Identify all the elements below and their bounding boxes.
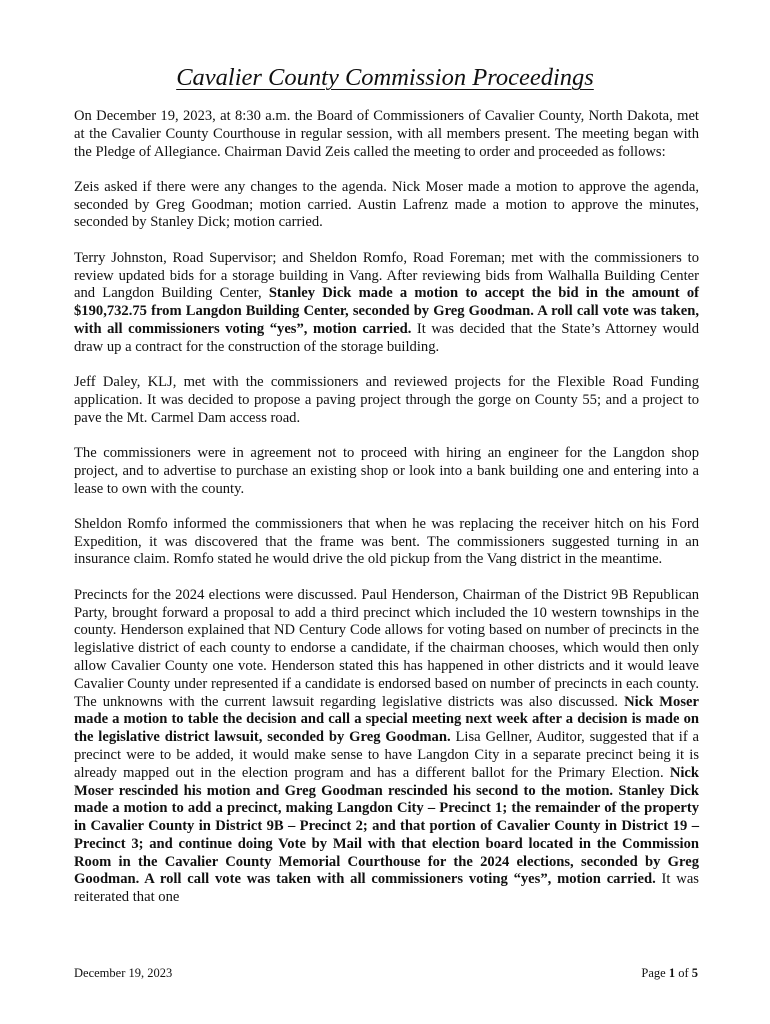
proceedings-body: [74, 108, 699, 925]
footer-date: December 19, 2023: [74, 966, 173, 980]
paragraph-text: On December 19, 2023, at 8:30 a.m. the Board of Commissioners of Cavalier County, North Dakota, met at the Cavalier County Courthouse in regular session, with all members present. The meeting began with the Pledge of Allegiance. Chairman David Zeis called the meeting to order and proceeded as follows:: [74, 108, 699, 160]
paragraph-text: Terry Johnston, Road Supervisor; and Sheldon Romfo, Road Foreman; met with the commissioners to review updated bids for a storage building in Vang. After reviewing bids from Walhalla Building Center and Langdon Building Center,: [74, 249, 699, 302]
page-prefix: Page: [641, 966, 669, 980]
paragraph-3: [74, 250, 699, 357]
paragraph-5: [74, 445, 699, 498]
paragraph-7: [74, 587, 699, 907]
motion-text: Stanley Dick made a motion to accept the bid in the amount of $190,732.75 from Langdon Building Center, seconded by Greg Goodman. A roll call vote was taken, with all commissioners voting “yes”, motion carried.: [74, 285, 699, 337]
paragraph-text: Jeff Daley, KLJ, met with the commissioners and reviewed projects for the Flexible Road Funding application. It was decided to propose a paving project through the gorge on County 55; and a project to pave the Mt. Carmel Dam access road.: [74, 374, 699, 426]
footer-page-number: [641, 966, 698, 981]
paragraph-1: [74, 108, 699, 161]
paragraph-6: [74, 516, 699, 569]
page-title: Cavalier County Commission Proceedings: [176, 64, 594, 91]
paragraph-text: The commissioners were in agreement not to proceed with hiring an engineer for the Langdon shop project, and to advertise to purchase an existing shop or look into a bank building one and entering into a lease to own with the county.: [74, 444, 699, 497]
paragraph-text: It was reiterated that one: [74, 871, 699, 906]
paragraph-text: Lisa Gellner, Auditor, suggested that if a precinct were to be added, it would make sense to have Langdon City in a separate precinct being it is already mapped out in the election program and has a different ballot for the Primary Election.: [74, 729, 700, 781]
paragraph-2: [74, 179, 699, 232]
paragraph-text: Sheldon Romfo informed the commissioners that when he was replacing the receiver hitch on his Ford Expedition, it was discovered that the frame was bent. The commissioners suggested turning in an insurance claim. Romfo stated he would drive the old pickup from the Vang district in the meantime.: [74, 515, 699, 568]
paragraph-text: Precincts for the 2024 elections were discussed. Paul Henderson, Chairman of the District 9B Republican Party, brought forward a proposal to add a third precinct which included the 10 western townships in the county. Henderson explained that ND Century Code allows for voting based on number of precincts in the legislative district of each county to endorse a candidate, if the chairman chooses, which would then only allow Cavalier County one vote. Henderson stated this has happened in other districts and it would leave Cavalier County under represented if a candidate is endorsed based on number of precincts in each county. The unknowns with the current lawsuit regarding legislative districts was also discussed.: [74, 586, 699, 710]
paragraph-text: It was decided that the State’s Attorney would draw up a contract for the construction of the storage building.: [74, 320, 699, 355]
page-total: 5: [691, 966, 698, 980]
page-current: 1: [668, 966, 676, 980]
motion-text: Nick Moser rescinded his motion and Greg Goodman rescinded his second to the motion. Stanley Dick made a motion to add a precinct, making Langdon City – Precinct 1; the remainder of the property in Cavalier County in District 9B – Precinct 2; and that portion of Cavalier County in District 19 – Precinct 3; and continue doing Vote by Mail with that election board located in the Commission Room in the Cavalier County Memorial Courthouse for the 2024 elections, seconded by Greg Goodman. A roll call vote was taken with all commissioners voting “yes”, motion carried.: [74, 764, 699, 888]
paragraph-text: Zeis asked if there were any changes to the agenda. Nick Moser made a motion to approve the agenda, seconded by Greg Goodman; motion carried. Austin Lafrenz made a motion to approve the minutes, seconded by Stanley Dick; motion carried.: [74, 178, 699, 231]
page-of: of: [675, 966, 692, 980]
motion-text: Nick Moser made a motion to table the decision and call a special meeting next week after a decision is made on the legislative district lawsuit, seconded by Greg Goodman.: [74, 693, 699, 746]
paragraph-4: [74, 374, 699, 427]
